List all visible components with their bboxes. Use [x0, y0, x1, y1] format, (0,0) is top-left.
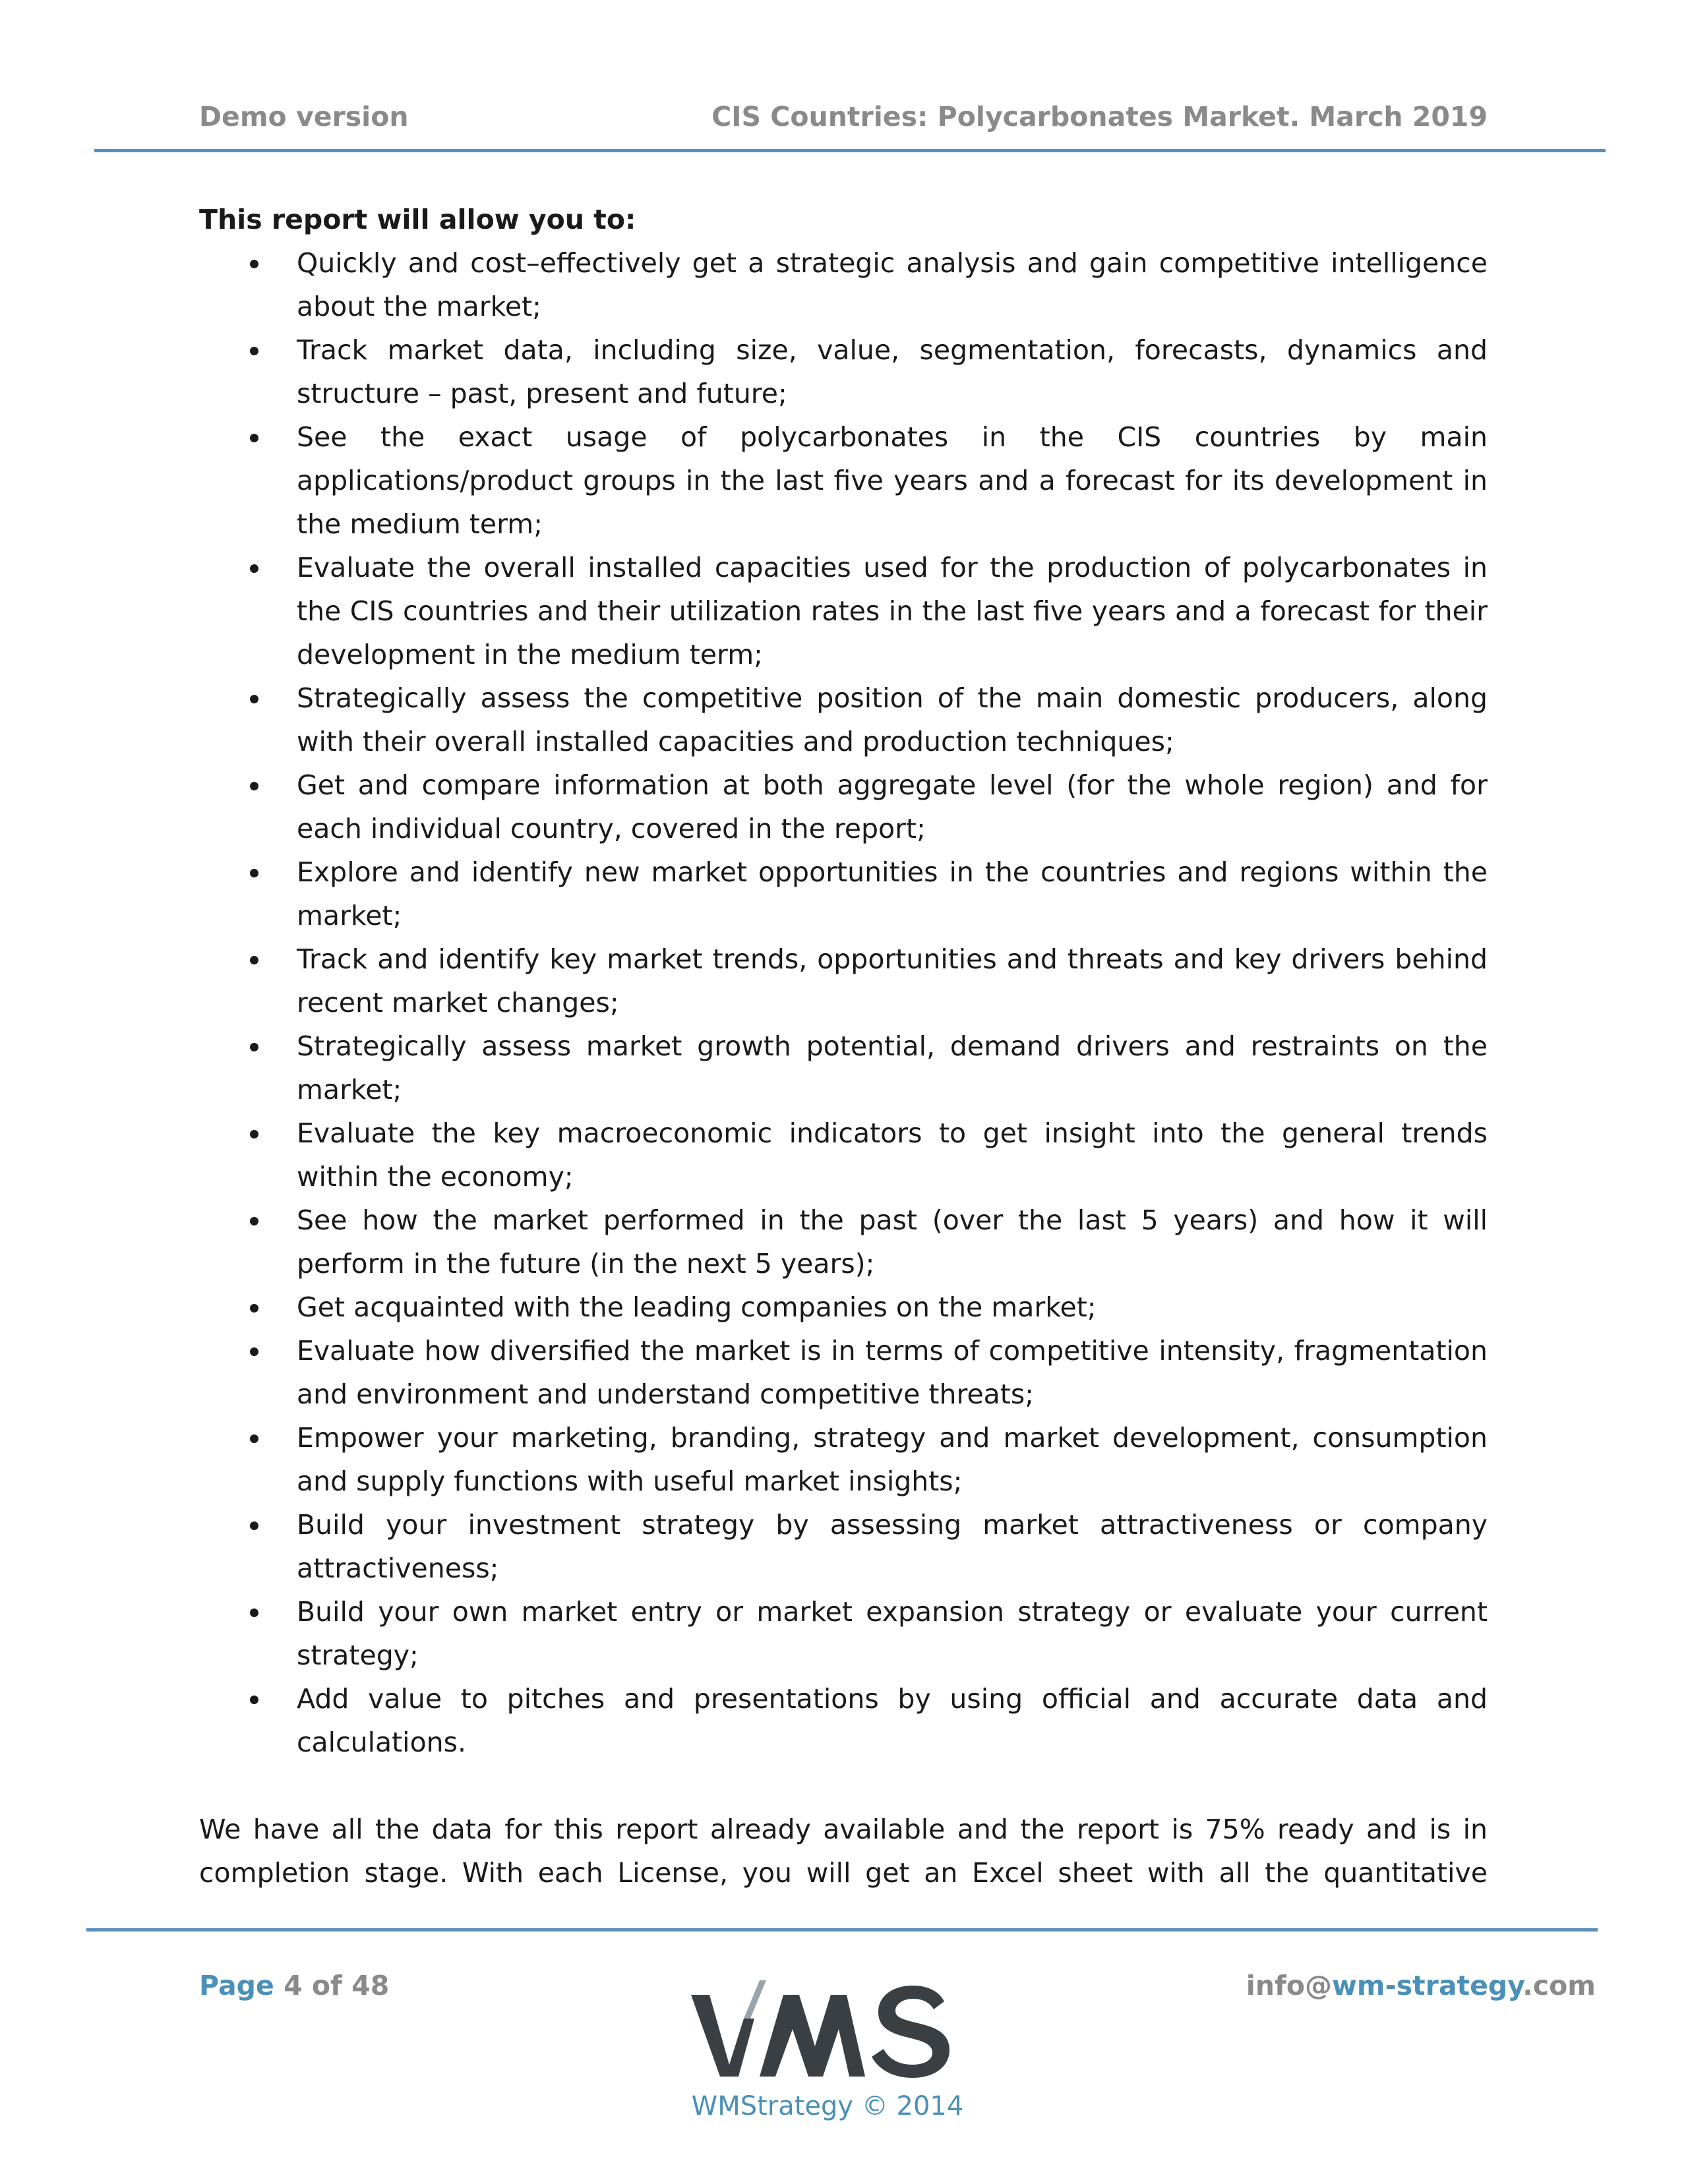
list-item-text: See how the market performed in the past (over the last 5 years) and how it will perform in the future (in the next 5 years); [297, 1204, 1488, 1280]
list-item-text: Evaluate how diversified the market is in terms of competitive intensity, fragmentation and environment and understand competitive threats; [297, 1335, 1488, 1410]
intro-heading: This report will allow you to: [199, 204, 636, 235]
list-item [199, 1111, 1488, 1198]
closing-paragraph [199, 1808, 1488, 1895]
bullet-icon [250, 1434, 258, 1443]
bullet-icon [250, 695, 258, 703]
bullet-icon [250, 1304, 258, 1313]
list-item [199, 1416, 1488, 1503]
bullet-icon [250, 434, 258, 442]
list-item-text: Get and compare information at both aggregate level (for the whole region) and for each individual country, covered in the report; [297, 769, 1488, 844]
list-item-text: Track market data, including size, value, segmentation, forecasts, dynamics and structure – past, present and future; [297, 334, 1488, 409]
list-item-text: Add value to pitches and presentations by using official and accurate data and calculations. [297, 1683, 1488, 1758]
closing-line: completion stage. With each License, you will get an Excel sheet with all the quantitative [199, 1857, 1488, 1889]
of-word: of [311, 1970, 342, 2001]
page-number: 4 [284, 1970, 303, 2001]
page-body [199, 198, 1488, 1895]
list-item [199, 328, 1488, 415]
header-divider [94, 149, 1606, 152]
list-item-text: Strategically assess the competitive position of the main domestic producers, along with their overall installed capacities and production techniques; [297, 682, 1488, 757]
benefits-list [199, 241, 1488, 1764]
contact-email[interactable] [1246, 1968, 1596, 2003]
list-item [199, 1590, 1488, 1677]
page-total: 48 [351, 1970, 390, 2001]
list-item [199, 763, 1488, 850]
bullet-icon [250, 956, 258, 964]
bullet-icon [250, 1347, 258, 1356]
list-item [199, 241, 1488, 328]
list-item [199, 1677, 1488, 1764]
list-item-text: Strategically assess market growth potential, demand drivers and restraints on the market; [297, 1030, 1488, 1106]
list-item-text: Get acquainted with the leading companies on the market; [297, 1291, 1097, 1323]
wms-logo [686, 1978, 963, 2083]
list-item-text: Empower your marketing, branding, strategy and market development, consumption and supply functions with useful market insights; [297, 1422, 1488, 1497]
closing-line: We have all the data for this report already available and the report is 75% ready and is in [199, 1814, 1488, 1845]
list-item [199, 1285, 1488, 1329]
page-word: Page [199, 1970, 274, 2001]
bullet-icon [250, 782, 258, 790]
email-domain: wm-strategy [1331, 1970, 1523, 2001]
bullet-icon [250, 1043, 258, 1051]
logo-caption: WMStrategy © 2014 [691, 2091, 964, 2121]
bullet-icon [250, 1130, 258, 1138]
list-item [199, 1198, 1488, 1285]
footer-divider [86, 1928, 1598, 1932]
list-item [199, 1329, 1488, 1416]
bullet-icon [250, 1217, 258, 1225]
page-counter [199, 1968, 389, 2003]
list-item-text: Explore and identify new market opportunities in the countries and regions within the market; [297, 856, 1488, 931]
bullet-icon [250, 260, 258, 268]
list-item-text: Track and identify key market trends, opportunities and threats and key drivers behind recent market changes; [297, 943, 1488, 1018]
bullet-icon [250, 347, 258, 355]
list-item-text: Evaluate the key macroeconomic indicators to get insight into the general trends within the economy; [297, 1117, 1488, 1193]
bullet-icon [250, 869, 258, 877]
list-item [199, 937, 1488, 1024]
list-item [199, 1503, 1488, 1590]
list-item-text: Build your own market entry or market expansion strategy or evaluate your current strategy; [297, 1596, 1488, 1671]
email-user: info@ [1246, 1970, 1332, 2001]
list-item-text: See the exact usage of polycarbonates in the CIS countries by main applications/product groups in the last five years and a forecast for its development in the medium term; [297, 421, 1488, 540]
list-item [199, 850, 1488, 937]
list-item [199, 1024, 1488, 1111]
bullet-icon [250, 1608, 258, 1617]
header-demo-label: Demo version [199, 101, 409, 133]
list-item-text: Build your investment strategy by assessing market attractiveness or company attractiveness; [297, 1509, 1488, 1584]
header-report-title: CIS Countries: Polycarbonates Market. March 2019 [711, 101, 1488, 133]
email-tld: .com [1522, 1970, 1596, 2001]
list-item [199, 415, 1488, 546]
list-item-text: Evaluate the overall installed capacities used for the production of polycarbonates in the CIS countries and their utilization rates in the last five years and a forecast for their development in the medium term; [297, 552, 1488, 670]
bullet-icon [250, 564, 258, 573]
bullet-icon [250, 1521, 258, 1530]
bullet-icon [250, 1696, 258, 1704]
list-item-text: Quickly and cost–effectively get a strategic analysis and gain competitive intelligence about the market; [297, 247, 1488, 322]
list-item [199, 546, 1488, 676]
list-item [199, 676, 1488, 763]
